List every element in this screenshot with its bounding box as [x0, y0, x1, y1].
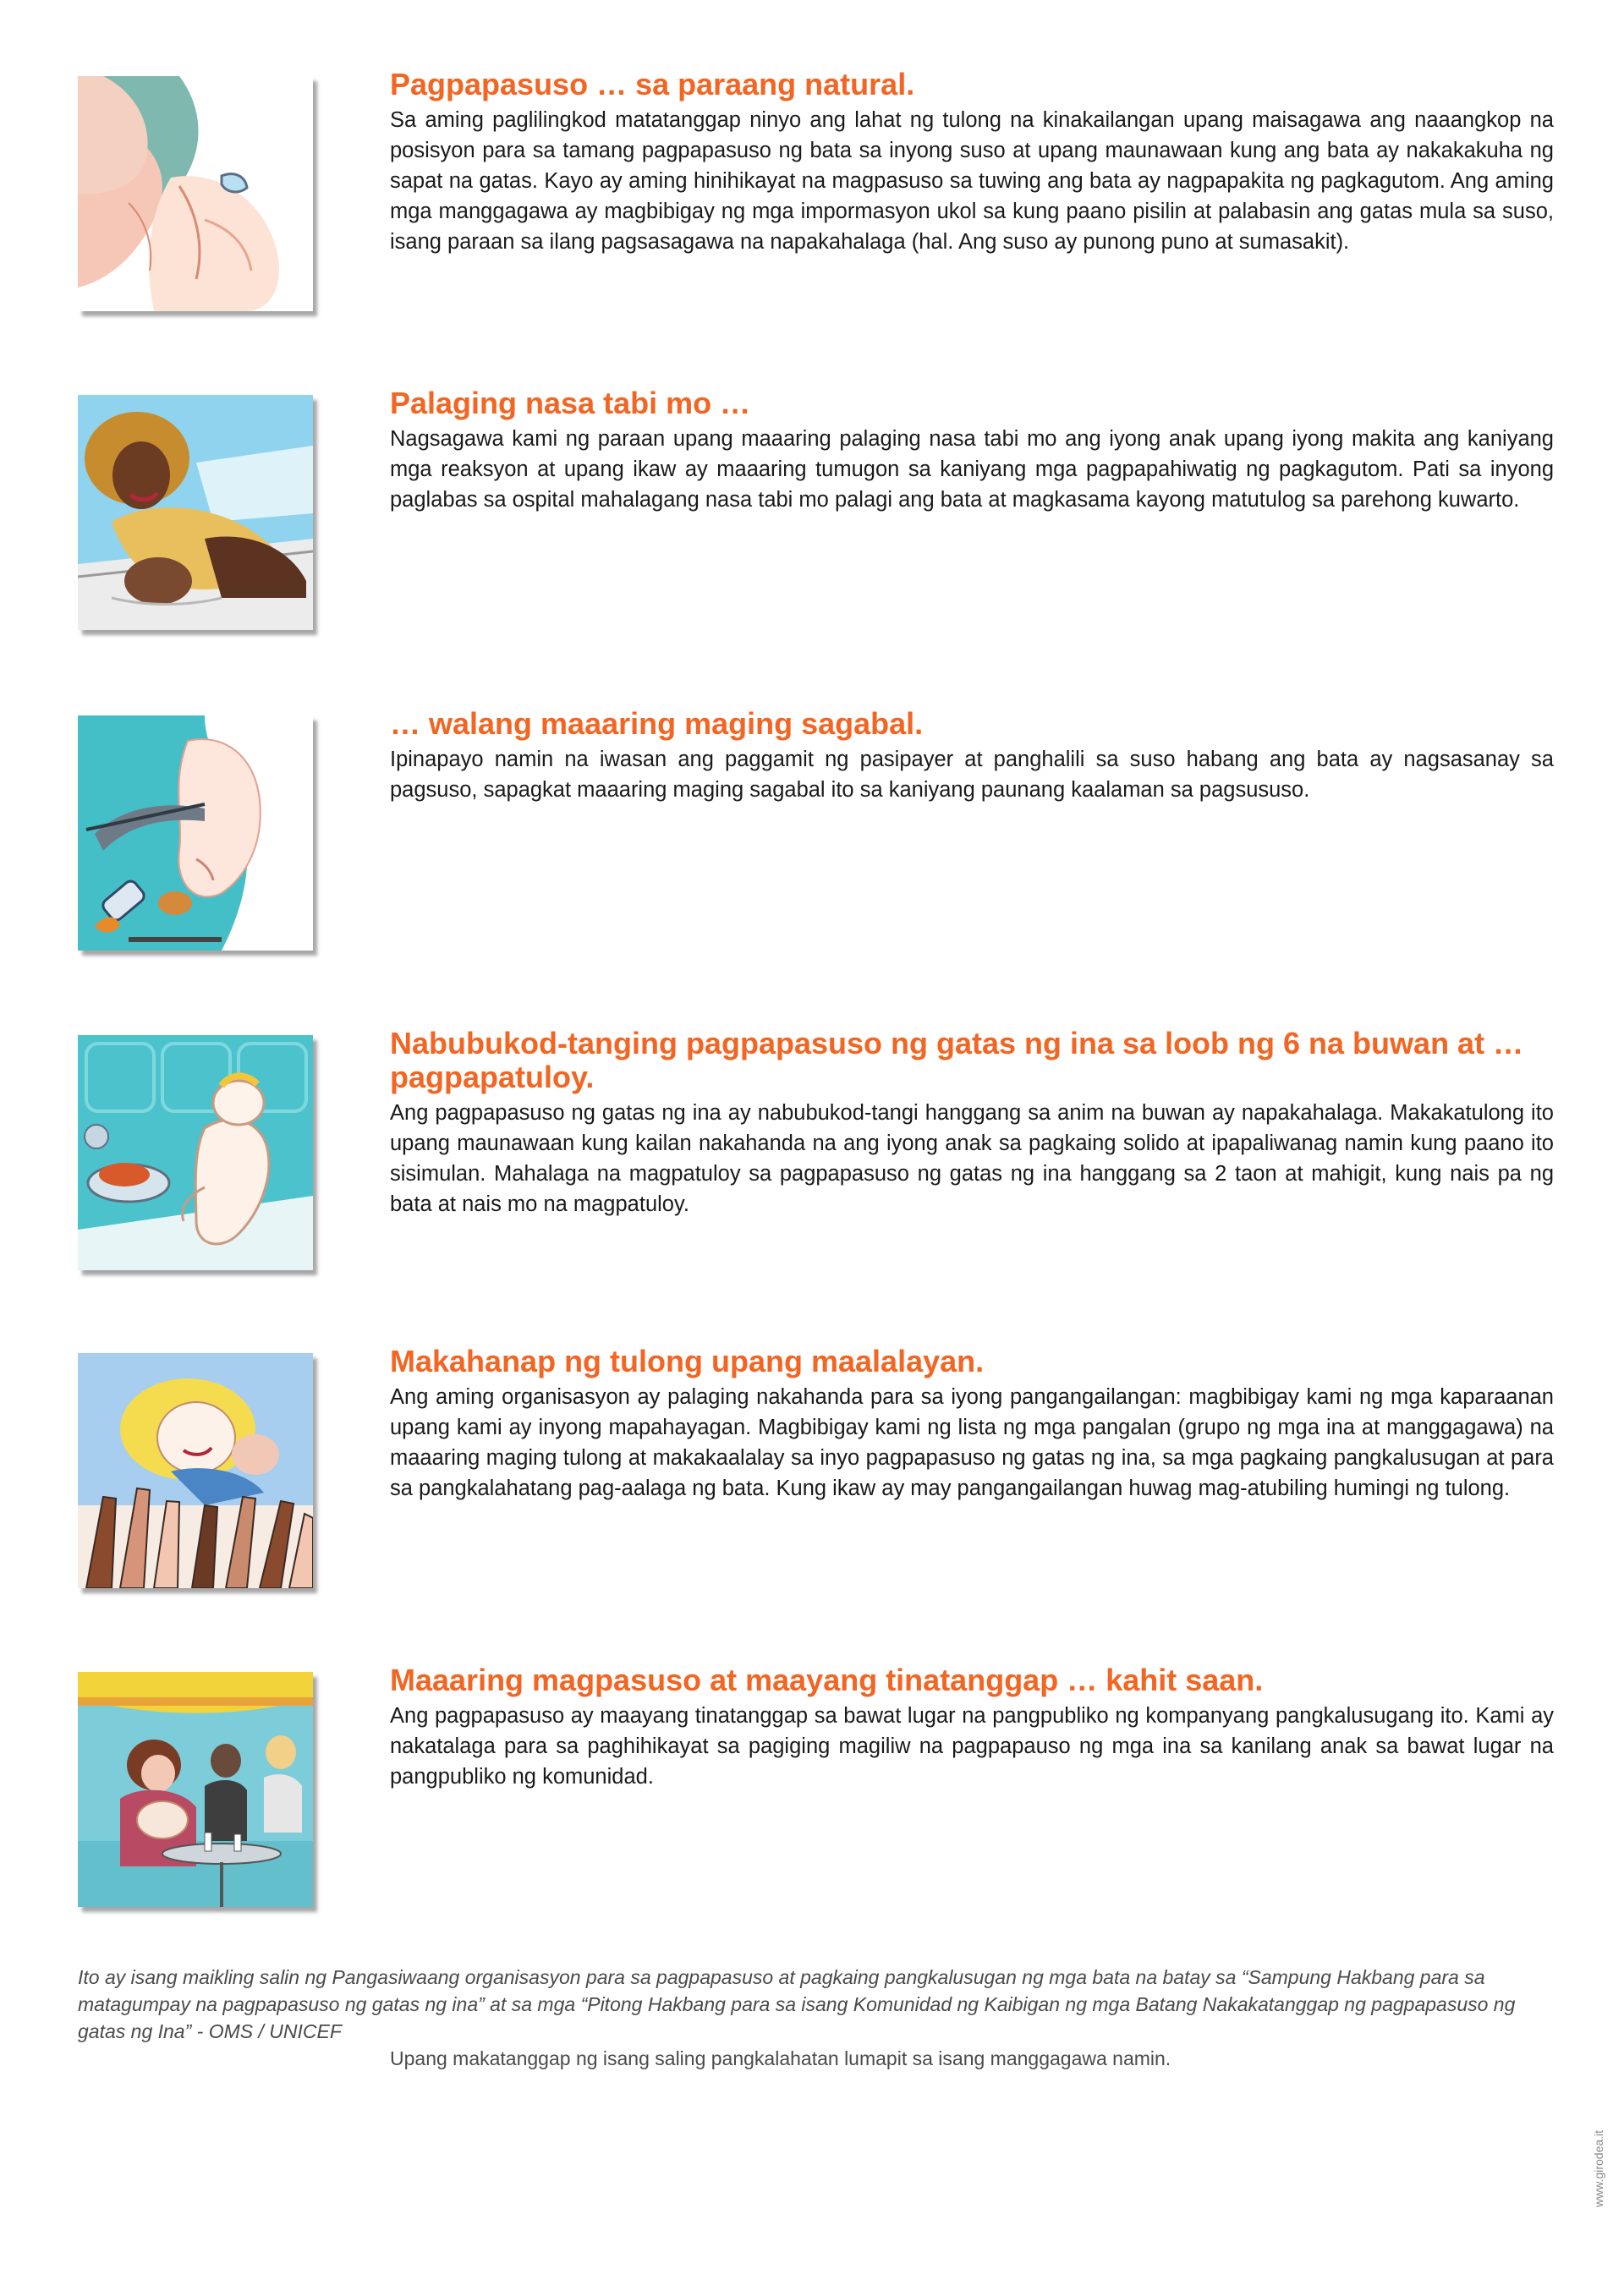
- section-text: [390, 1663, 1554, 1792]
- footnote: Ito ay isang maikling salin ng Pangasiwaang organisasyon para sa pagpapasuso at pagkaing pangkalusugan ng mga bata na batay sa “Sampung Hakbang para sa matagumpay na pagpapasuso ng gatas ng ina” at sa mga “Pitong Hakbang para sa isang Komunidad ng Kaibigan ng mga Batang Nakakatanggap ng pagpapasuso ng gatas ng Ina” - OMS / UNICEF: [78, 1966, 1516, 2042]
- section-heading: Makahanap ng tulong upang maalalayan.: [390, 1344, 985, 1378]
- breastfeeding-closeup-illustration: [78, 76, 313, 311]
- section-body: Ang pagpapasuso ay maayang tinatanggap sa bawat lugar na pangpubliko ng kompanyang pangkalusugang ito. Kami ay nakatalaga para sa paghihikayat sa pagiging magiliw na pagpapauso ng mga ina sa kanilang anak sa bawat lugar na pangpubliko ng komunidad.: [390, 1704, 1554, 1789]
- cafe-breastfeeding-illustration: [78, 1672, 313, 1907]
- section-body: Ipinapayo namin na iwasan ang paggamit ng pasipayer at panghalili sa suso habang ang bata ay nagsasanay sa pagsuso, sapagkat maaaring maging sagabal ito sa kaniyang paunang kaalaman sa pagsususo.: [390, 748, 1554, 802]
- section-heading: Maaaring magpasuso at maayang tinatanggap … kahit saan.: [390, 1663, 1264, 1697]
- section-body: Ang pagpapasuso ng gatas ng ina ay nabubukod-tangi hanggang sa anim na buwan ay napakahalaga. Makakatulong ito upang maunawaan kung kailan nakahanda na ang iyong anak sa pagkaing solido at ipapaliwanag namin kung paano ito sisimulan. Mahalaga na magpatuloy sa pagpapasuso ng gatas ng ina hanggang sa 2 taon at mahigit, kung nais pa ng bata at nais mo na magpatuloy.: [390, 1101, 1554, 1216]
- section-text: [390, 386, 1554, 515]
- section-heading: … walang maaaring maging sagabal.: [390, 706, 924, 741]
- section-body: Nagsagawa kami ng paraan upang maaaring palaging nasa tabi mo ang iyong anak upang iyong makita ang kaniyang mga reaksyon at upang ikaw ay maaaring tumugon sa kaniyang mga pagpapahiwatig ng pagkagutom. Pati sa inyong paglabas sa ospital mahalagang nasa tabi mo palagi ang bata at magkasama kayong matutulog sa parehong kuwarto.: [390, 427, 1554, 512]
- section-text: [390, 1345, 1554, 1504]
- mother-baby-bed-illustration: [78, 395, 313, 630]
- baby-bottle-pacifier-illustration: [78, 715, 313, 951]
- credit-url: www.girodea.it: [1592, 2129, 1605, 2207]
- section-heading: Pagpapasuso … sa paraang natural.: [390, 67, 915, 101]
- footnote-request: Upang makatanggap ng isang saling pangkalahatan lumapit sa isang manggagawa namin.: [390, 2047, 1171, 2069]
- section-text: [390, 707, 1554, 805]
- section-body: Ang aming organisasyon ay palaging nakahanda para sa iyong pangangailangan: magbibigay kami ng mga kaparaanan upang kami ay inyong mapahayagan. Magbibigay kami ng lista ng mga pangalan (grupo ng mga ina at manggagawa) na maaaring maging tulong at makakaalalay sa inyo pagpapasuso ng gatas ng ina, sa mga pagkaing pangkalusugan at para sa pangkalahatang pag-aalaga ng bata. Kung ikaw ay may pangangailangan huwag mag-atubiling humingi ng tulong.: [390, 1385, 1554, 1500]
- section-text: [390, 68, 1554, 257]
- section-body: Sa aming paglilingkod matatanggap ninyo ang lahat ng tulong na kinakailangan upang maisagawa ang naaangkop na posisyon para sa tamang pagpapasuso ng bata sa inyong suso at upang maunawaan kung ang bata ay nakakakuha ng sapat na gatas. Kayo ay aming hinihikayat na magpasuso sa tuwing ang bata ay nagpapakita ng pagkagutom. Ang aming mga manggagawa ay magbibigay ng mga impormasyon ukol sa kung paano pisilin at palabasin ang gatas mula sa suso, isang paraan sa ilang pagsasagawa na napakahalaga (hal. Ang suso ay punong puno at sumasakit).: [390, 108, 1554, 254]
- section-heading: Palaging nasa tabi mo …: [390, 386, 751, 420]
- helping-hands-illustration: [78, 1353, 313, 1588]
- baby-solid-food-illustration: [78, 1035, 313, 1270]
- section-heading: Nabubukod-tanging pagpapasuso ng gatas ng ina sa loob ng 6 na buwan at … pagpapatuloy.: [390, 1026, 1524, 1094]
- section-text: [390, 1027, 1554, 1219]
